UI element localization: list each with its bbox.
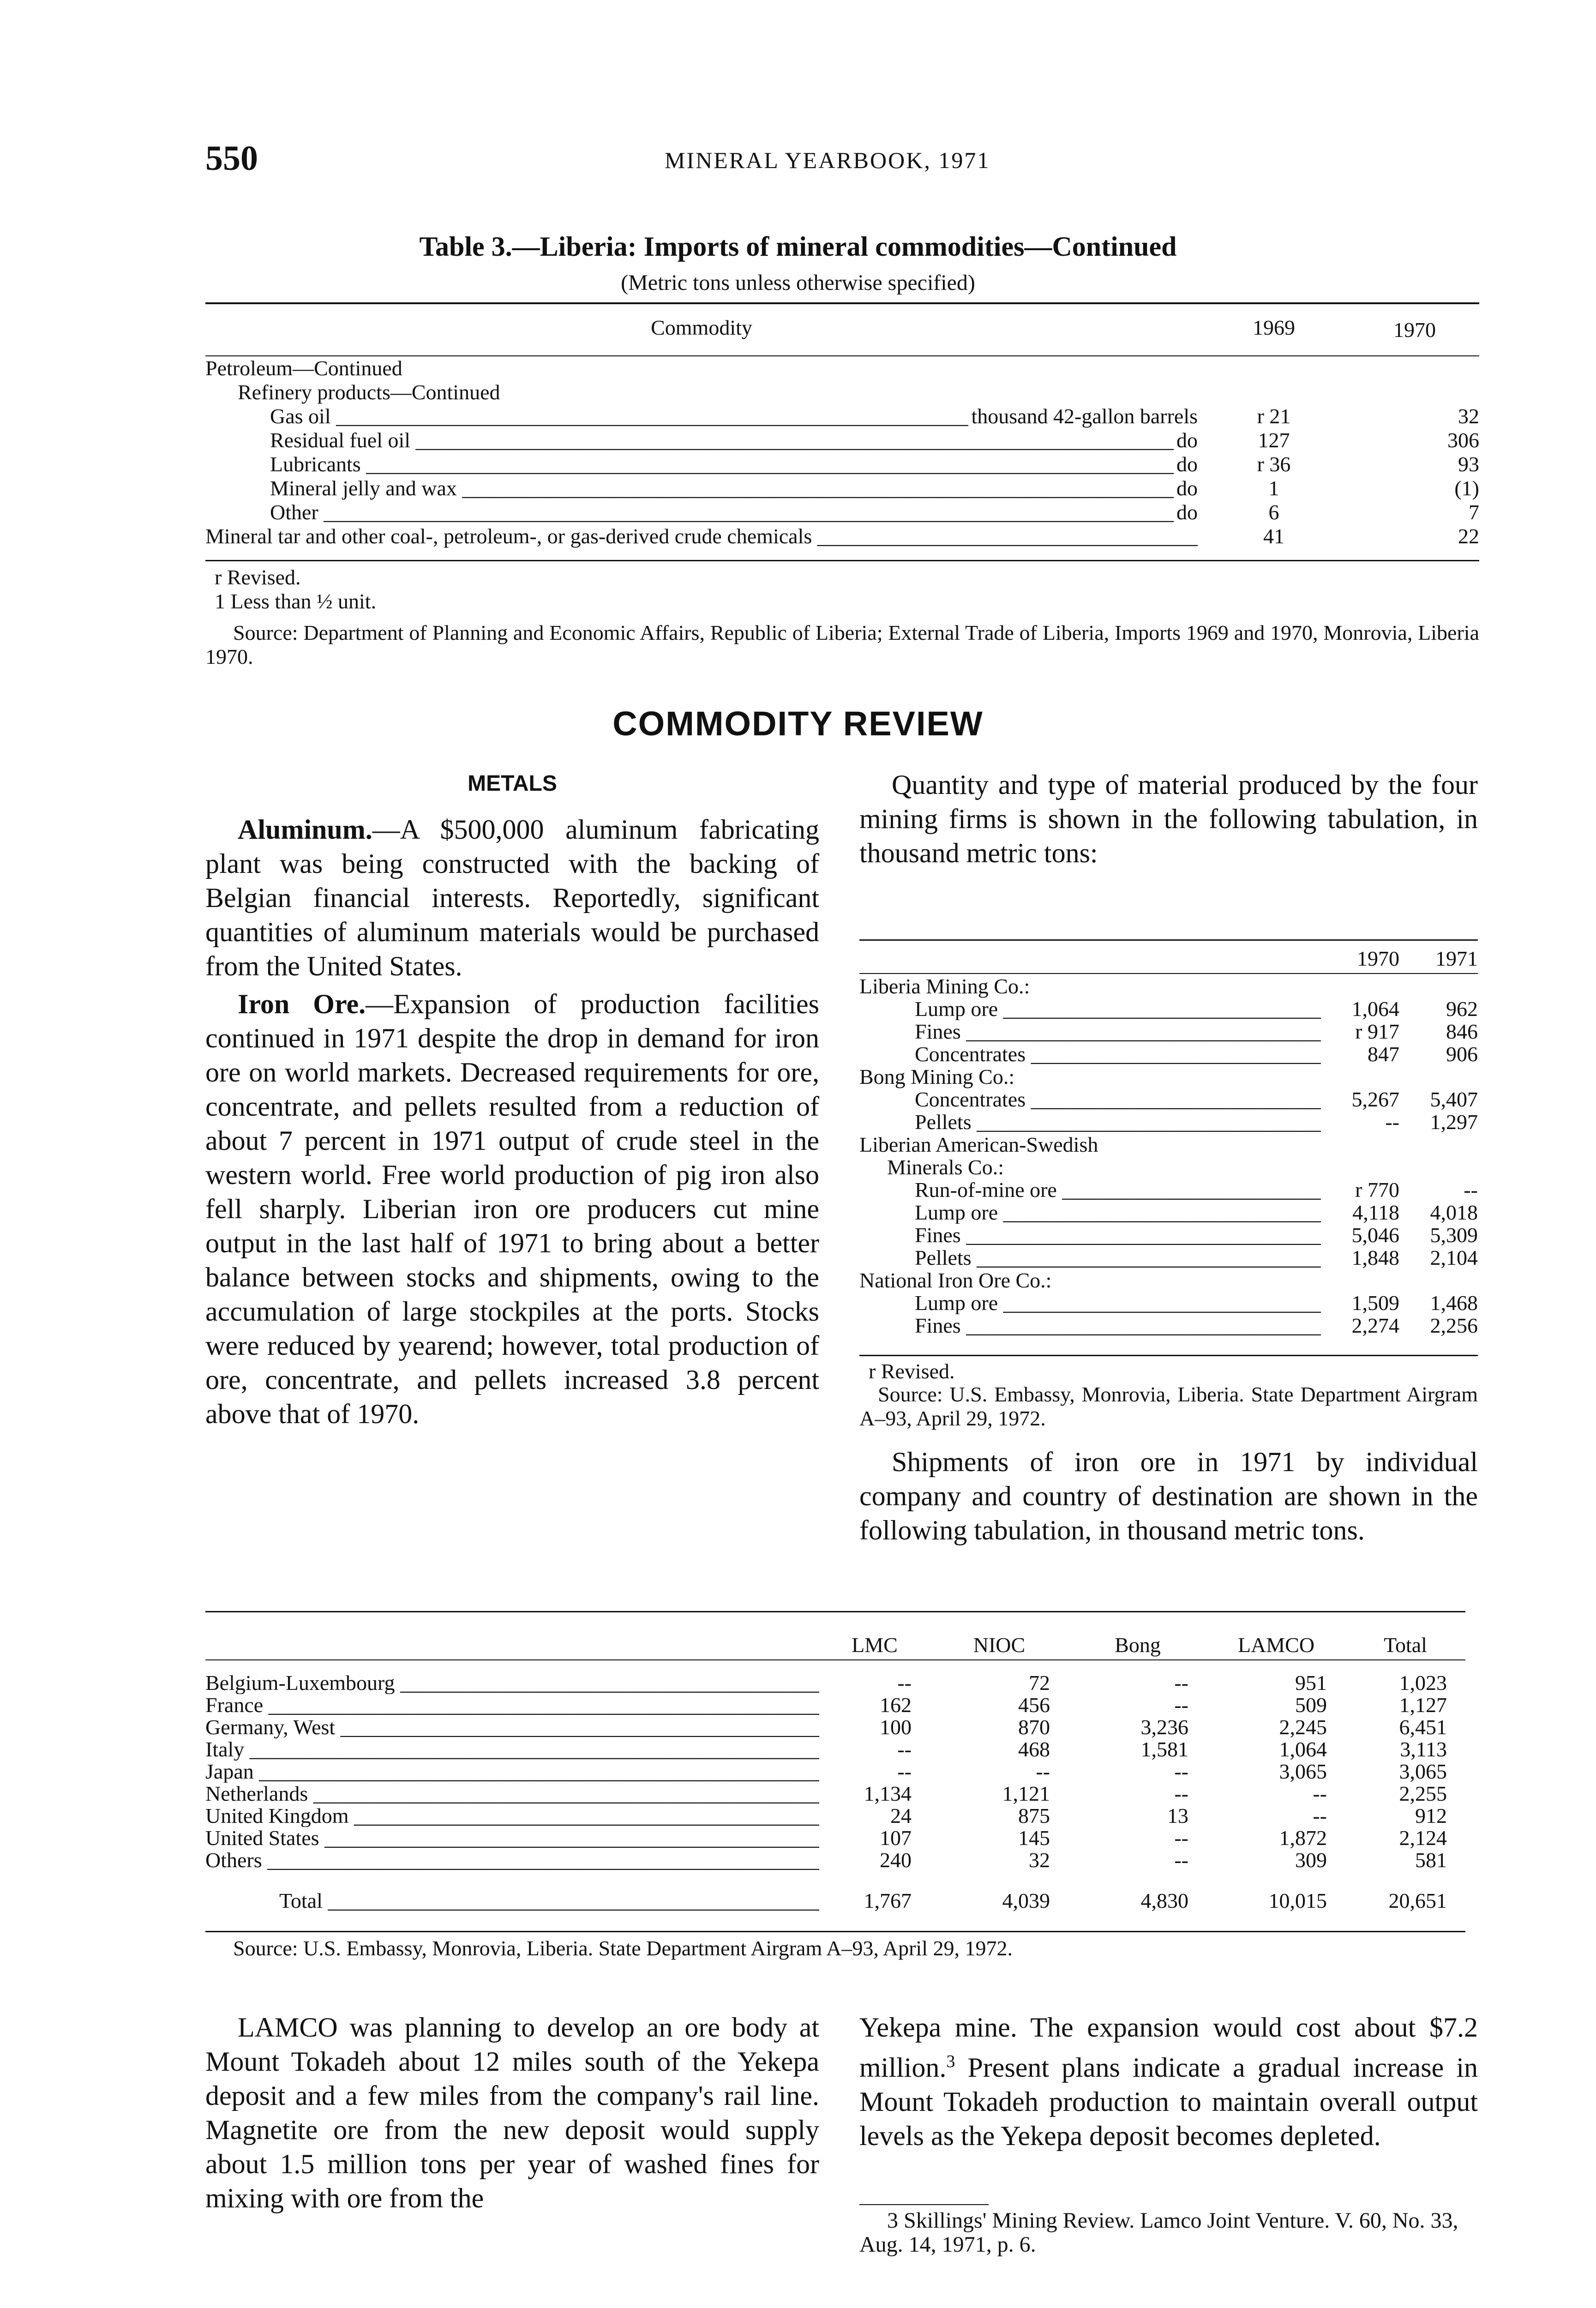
production-row-label-label: Concentrates [915, 1088, 1026, 1111]
shipments-value: 2,245 [1279, 1715, 1327, 1739]
section-title: COMMODITY REVIEW [612, 704, 984, 743]
production-row-label [859, 1020, 1321, 1043]
shipments-value: 870 [1018, 1715, 1050, 1739]
production-table [859, 942, 1478, 1337]
shipments-value: 1,872 [1279, 1826, 1327, 1850]
production-value-1970: 2,274 [1351, 1314, 1399, 1337]
production-row-label-label: Fines [915, 1020, 961, 1043]
shipments-value: -- [1174, 1693, 1188, 1717]
shipments-intro [859, 1445, 1478, 1547]
shipments-country-label: Germany, West [205, 1716, 336, 1738]
table3-row [205, 428, 1479, 452]
table3-row-name-unit: thousand 42-gallon barrels [968, 404, 1198, 428]
table3-group-refinery: Refinery products—Continued [238, 380, 500, 404]
shipments-country [205, 1716, 819, 1738]
production-value-1971: 5,309 [1430, 1223, 1478, 1247]
dot-leader [1026, 1088, 1321, 1111]
shipments-value: 2,255 [1399, 1782, 1447, 1805]
rule [859, 1355, 1478, 1356]
shipments-value: -- [1174, 1760, 1188, 1783]
iron-ore-text: —Expansion of production facilities continued in 1971 despite the drop in demand for iron ore on world markets. Decreased requirements for ore, concentrate, and pellets resulted from a reduction of about 7 percent in 1971 output of crude steel in the western world. Free world production of pig iron also fell sharply. Liberian iron ore producers cut mine output in the last half of 1971 to bring about a better balance between stocks and shipments, owing to the accumulation of large stockpiles at the ports. Stocks were reduced by yearend; however, total production of ore, concentrate, and pellets increased 3.8 percent above that of 1970. [205, 989, 819, 1429]
shipments-value: 3,065 [1399, 1760, 1447, 1783]
shipments-value: 456 [1018, 1693, 1050, 1717]
production-row [859, 1020, 1478, 1043]
shipments-source: Source: U.S. Embassy, Monrovia, Liberia. State Department Airgram A–93, April 29, 1972. [233, 1936, 1013, 1960]
shipments-value: 32 [1029, 1848, 1050, 1872]
shipments-value: 72 [1029, 1671, 1050, 1695]
dot-leader [1026, 1043, 1321, 1065]
shipments-country-label: United Kingdom [205, 1805, 349, 1827]
production-source: Source: U.S. Embassy, Monrovia, Liberia. State Department Airgram A–93, April 29, 1972. [859, 1382, 1478, 1430]
production-value-1971 [1399, 1156, 1478, 1178]
production-value-1971: 5,407 [1430, 1088, 1478, 1111]
shipments-country [205, 1783, 819, 1805]
dot-leader [348, 1805, 819, 1827]
dot-leader [998, 1201, 1321, 1224]
shipments-country-label: Others [205, 1849, 262, 1871]
aluminum-paragraph [205, 812, 819, 983]
shipments-col-bong: Bong [1115, 1633, 1161, 1657]
lamco-right-text [859, 2010, 1478, 2153]
table3-value-1970: 7 [1469, 500, 1479, 524]
spacer [205, 1665, 1465, 1672]
iron-ore-paragraph [205, 987, 819, 1431]
table3-value-1969: 127 [1258, 428, 1290, 452]
shipments-row [205, 1849, 1465, 1871]
table3-value-1969: r 36 [1257, 452, 1291, 476]
shipments-value: 581 [1415, 1848, 1447, 1872]
production-row-label [859, 1111, 1321, 1133]
dot-leader [961, 1314, 1321, 1337]
shipments-value: 468 [1018, 1737, 1050, 1761]
table3 [205, 305, 1479, 548]
production-note-revised: r Revised. [869, 1359, 955, 1383]
shipments-value: 309 [1295, 1848, 1327, 1872]
shipments-value: 1,134 [864, 1782, 912, 1805]
production-row-label [859, 998, 1321, 1020]
shipments-country [205, 1738, 819, 1761]
production-row-label [859, 1224, 1321, 1246]
shipments-intro-text: Shipments of iron ore in 1971 by individual company and country of destination are shown in the following tabulation, in thousand metric tons. [859, 1447, 1478, 1545]
production-row [859, 1292, 1478, 1314]
shipments-country-label: Japan [205, 1761, 254, 1783]
shipments-country [205, 1761, 819, 1783]
production-row [859, 998, 1478, 1020]
shipments-value: -- [1174, 1782, 1188, 1805]
table3-row-name [205, 428, 1198, 452]
table3-row-name-unit: do [1174, 428, 1198, 452]
table3-col-1970: 1970 [1393, 318, 1436, 342]
footnote: 3 Skillings' Mining Review. Lamco Joint Venture. V. 60, No. 33, Aug. 14, 1971, p. 6. [859, 2208, 1458, 2257]
shipments-value: -- [1313, 1782, 1327, 1805]
production-row-label-label: Fines [915, 1314, 961, 1337]
table3-row-name [205, 404, 1198, 428]
dot-leader [308, 1783, 819, 1805]
shipments-value: -- [1174, 1826, 1188, 1850]
production-row [859, 975, 1478, 998]
dot-leader [318, 500, 1198, 524]
shipments-row [205, 1716, 1465, 1738]
production-value-1971: 846 [1446, 1020, 1478, 1043]
production-value-1970: r 770 [1355, 1178, 1399, 1202]
rule [859, 939, 1478, 941]
shipments-value: 2,124 [1399, 1826, 1447, 1850]
production-value-1970: 1,509 [1351, 1291, 1399, 1315]
dot-leader [395, 1672, 819, 1694]
shipments-value: 1,127 [1399, 1693, 1447, 1717]
production-value-1971 [1399, 1065, 1478, 1088]
production-value-1970: 1,848 [1351, 1246, 1399, 1269]
production-row-label [859, 1201, 1321, 1224]
spacer [205, 1871, 1465, 1890]
table3-title: Table 3.—Liberia: Imports of mineral commodities—Continued [419, 231, 1177, 262]
table3-row-name-label: Lubricants [270, 452, 361, 476]
table3-row-name-label: Other [270, 500, 318, 524]
shipments-value: 24 [890, 1804, 912, 1827]
shipments-value: 107 [880, 1826, 912, 1850]
shipments-value: 1,064 [1279, 1737, 1327, 1761]
shipments-total-value: 4,039 [1002, 1889, 1050, 1912]
right-intro-text: Quantity and type of material produced by the four mining firms is shown in the following tabulation, in thousand metric tons: [859, 769, 1478, 868]
production-row-label [859, 1178, 1321, 1201]
table3-value-1969: 1 [1268, 476, 1279, 500]
shipments-value: -- [1174, 1671, 1188, 1695]
table3-row-name [205, 476, 1198, 500]
production-row-label [859, 1043, 1321, 1065]
shipments-value: -- [897, 1760, 912, 1783]
production-value-1970 [1321, 1156, 1399, 1178]
lamco-left [205, 2010, 819, 2215]
production-value-1971: 1,468 [1430, 1291, 1478, 1315]
dot-leader [812, 524, 1198, 548]
production-value-1970 [1321, 975, 1399, 998]
table3-value-1969: 41 [1263, 524, 1284, 548]
production-row [859, 1111, 1478, 1133]
shipments-row [205, 1783, 1465, 1805]
shipments-value: 1,581 [1140, 1737, 1188, 1761]
table3-row [205, 404, 1479, 428]
lamco-right-b: Present plans indicate a gradual increase in Mount Tokadeh production to maintain overall output levels as the Yekepa deposit becomes depleted. [859, 2052, 1478, 2151]
shipments-row [205, 1827, 1465, 1849]
shipments-table [205, 1625, 1465, 1912]
production-value-1971: 2,256 [1430, 1314, 1478, 1337]
aluminum-head: Aluminum. [238, 814, 372, 845]
left-column [205, 812, 819, 1431]
production-value-1971: 2,104 [1430, 1246, 1478, 1269]
shipments-total-value: 1,767 [864, 1889, 912, 1912]
production-row-label: Liberian American-Swedish [859, 1133, 1098, 1156]
table3-note-revised: r Revised. [215, 565, 301, 589]
shipments-country-label: Italy [205, 1738, 245, 1761]
shipments-total-value: 4,830 [1140, 1889, 1188, 1912]
table3-row [205, 452, 1479, 476]
table3-subtitle: (Metric tons unless otherwise specified) [621, 270, 975, 295]
table3-row-name-label: Residual fuel oil [270, 428, 411, 452]
page-number: 550 [205, 139, 258, 178]
shipments-value: -- [897, 1737, 912, 1761]
shipments-value: 1,023 [1399, 1671, 1447, 1695]
shipments-value: -- [1313, 1804, 1327, 1827]
shipments-row [205, 1672, 1465, 1694]
production-col-1971: 1971 [1435, 946, 1478, 970]
shipments-value: -- [1036, 1760, 1050, 1783]
shipments-country [205, 1694, 819, 1716]
dot-leader [319, 1827, 819, 1849]
table3-value-1969: 6 [1268, 500, 1279, 524]
dot-leader [972, 1246, 1321, 1269]
dot-leader [998, 1292, 1321, 1314]
dot-leader [263, 1694, 819, 1716]
table3-row-name-unit: do [1174, 476, 1198, 500]
dot-leader [961, 1224, 1321, 1246]
production-value-1971 [1399, 975, 1478, 998]
shipments-country [205, 1827, 819, 1849]
production-row-label [859, 1292, 1321, 1314]
table3-row [205, 476, 1479, 500]
shipments-total-label-label: Total [279, 1890, 323, 1912]
shipments-country-label: Belgium-Luxembourg [205, 1672, 395, 1694]
production-row [859, 1201, 1478, 1224]
shipments-value: -- [1174, 1848, 1188, 1872]
shipments-total-value: 20,651 [1388, 1889, 1447, 1912]
production-row-label: Minerals Co.: [887, 1155, 1004, 1179]
dot-leader [254, 1761, 819, 1783]
metals-heading: METALS [468, 771, 557, 796]
shipments-col-lamco: LAMCO [1237, 1633, 1315, 1657]
table3-note-1: 1 Less than ½ unit. [215, 589, 377, 613]
table3-row [205, 500, 1479, 524]
table3-value-1970: 32 [1458, 404, 1479, 428]
shipments-value: 145 [1018, 1826, 1050, 1850]
shipments-value: -- [897, 1671, 912, 1695]
lamco-right [859, 2010, 1478, 2153]
production-value-1970: 4,118 [1352, 1201, 1399, 1224]
shipments-value: 912 [1415, 1804, 1447, 1827]
production-value-1971: -- [1464, 1178, 1478, 1202]
table3-value-1970: 22 [1458, 524, 1479, 548]
lamco-right-a: Yekepa mine. The expansion would cost about $7.2 million. [859, 2012, 1478, 2083]
shipments-col-nioc: NIOC [973, 1633, 1026, 1657]
table3-row-name-label: Mineral jelly and wax [270, 476, 457, 500]
production-row-label-label: Pellets [915, 1111, 972, 1133]
table3-value-1970: 306 [1447, 428, 1479, 452]
table3-value-1970: (1) [1454, 476, 1479, 500]
production-row-label-label: Concentrates [915, 1043, 1026, 1065]
iron-ore-head: Iron Ore. [238, 989, 366, 1019]
table3-col-commodity: Commodity [651, 316, 752, 339]
shipments-value: 875 [1018, 1804, 1050, 1827]
production-value-1971: 962 [1446, 997, 1478, 1021]
shipments-value: 6,451 [1399, 1715, 1447, 1739]
production-value-1970: 1,064 [1351, 997, 1399, 1021]
table3-source: Source: Department of Planning and Economic Affairs, Republic of Liberia; External Trade of Liberia, Imports 1969 and 1970, Monrovia, Liberia 1970. [205, 621, 1479, 668]
production-value-1971: 906 [1446, 1042, 1478, 1066]
table3-row [205, 524, 1479, 548]
table3-row-name [205, 524, 1198, 548]
shipments-value: 1,121 [1002, 1782, 1050, 1805]
production-row-label [859, 1088, 1321, 1111]
shipments-row [205, 1738, 1465, 1761]
production-row [859, 1224, 1478, 1246]
production-value-1971 [1399, 1269, 1478, 1292]
table3-row-name [205, 500, 1198, 524]
shipments-country [205, 1672, 819, 1694]
table3-row-name-label: Mineral tar and other coal-, petroleum-, or gas-derived crude chemicals [205, 524, 812, 548]
production-row-label-label: Lump ore [915, 998, 998, 1020]
table3-row-name-unit: do [1174, 452, 1198, 476]
production-value-1970: 847 [1368, 1042, 1399, 1066]
shipments-value: 162 [880, 1693, 912, 1717]
dot-leader [972, 1111, 1321, 1133]
table3-row-name-unit: do [1174, 500, 1198, 524]
shipments-value: 3,236 [1140, 1715, 1188, 1739]
shipments-col-lmc: LMC [852, 1633, 898, 1657]
production-row-label: Bong Mining Co.: [859, 1065, 1015, 1088]
production-value-1970: r 917 [1355, 1020, 1399, 1043]
shipments-row [205, 1761, 1465, 1783]
production-row-label-label: Pellets [915, 1246, 972, 1269]
production-row [859, 1178, 1478, 1201]
shipments-country-label: France [205, 1694, 264, 1716]
production-row [859, 1314, 1478, 1337]
table3-row-name [205, 452, 1198, 476]
table3-col-1969: 1969 [1253, 316, 1295, 339]
table3-value-1970: 93 [1458, 452, 1479, 476]
dot-leader [244, 1738, 819, 1761]
production-value-1971: 4,018 [1430, 1201, 1478, 1224]
shipments-col-total: Total [1384, 1633, 1427, 1657]
production-row-label [859, 1314, 1321, 1337]
production-value-1970: 5,046 [1351, 1223, 1399, 1247]
shipments-country-label: Netherlands [205, 1783, 308, 1805]
production-row [859, 1246, 1478, 1269]
production-row [859, 1043, 1478, 1065]
running-title: MINERAL YEARBOOK, 1971 [665, 147, 990, 173]
production-row-label-label: Lump ore [915, 1292, 998, 1314]
production-row-label-label: Fines [915, 1224, 961, 1246]
shipments-country [205, 1849, 819, 1871]
shipments-total-row [205, 1890, 1465, 1912]
dot-leader [262, 1849, 819, 1871]
production-value-1970 [1321, 1133, 1399, 1156]
table3-group-petroleum: Petroleum—Continued [205, 356, 402, 380]
dot-leader [961, 1020, 1321, 1043]
production-value-1970: 5,267 [1351, 1088, 1399, 1111]
production-row-label: National Iron Ore Co.: [859, 1268, 1052, 1292]
aluminum-text: —A $500,000 aluminum fabricating plant was being constructed with the backing of Belgian financial interests. Reportedly, significant quantities of aluminum materials would be purchased from the United States. [205, 814, 819, 981]
shipments-value: 13 [1167, 1804, 1188, 1827]
shipments-value: 3,065 [1279, 1760, 1327, 1783]
dot-leader [323, 1890, 819, 1912]
rule [205, 1611, 1465, 1612]
rule [205, 560, 1479, 561]
shipments-country-label: United States [205, 1827, 319, 1849]
shipments-value: 509 [1295, 1693, 1327, 1717]
footnote-ref: 3 [946, 2052, 955, 2071]
production-col-1970: 1970 [1357, 946, 1399, 970]
production-value-1971: 1,297 [1430, 1110, 1478, 1134]
production-value-1970: -- [1385, 1110, 1399, 1134]
table3-row-name-label: Gas oil [270, 404, 331, 428]
shipments-row [205, 1694, 1465, 1716]
production-row-label [859, 1246, 1321, 1269]
production-row [859, 1133, 1478, 1156]
production-value-1971 [1399, 1133, 1478, 1156]
shipments-country [205, 1805, 819, 1827]
dot-leader [410, 428, 1198, 452]
production-row [859, 1156, 1478, 1178]
shipments-value: 100 [880, 1715, 912, 1739]
dot-leader [1057, 1178, 1321, 1201]
production-row-label-label: Lump ore [915, 1201, 998, 1224]
footnote-rule [859, 2204, 989, 2205]
production-value-1970 [1321, 1065, 1399, 1088]
shipments-row [205, 1805, 1465, 1827]
lamco-left-text: LAMCO was planning to develop an ore body at Mount Tokadeh about 12 miles south of the Yekepa deposit and a few miles from the company's rail line. Magnetite ore from the new deposit would supply about 1.5 million tons per year of washed fines for mixing with ore from the [205, 2012, 819, 2213]
shipments-total-label [205, 1890, 819, 1912]
table3-value-1969: r 21 [1257, 404, 1291, 428]
dot-leader [998, 998, 1321, 1020]
shipments-value: 3,113 [1400, 1737, 1447, 1761]
shipments-value: 951 [1295, 1671, 1327, 1695]
shipments-value: 240 [880, 1848, 912, 1872]
rule [205, 302, 1479, 304]
rule [205, 1931, 1465, 1932]
dot-leader [361, 452, 1198, 476]
production-row-label-label: Run-of-mine ore [915, 1178, 1057, 1201]
dot-leader [335, 1716, 819, 1738]
shipments-total-value: 10,015 [1268, 1889, 1327, 1912]
production-row [859, 1065, 1478, 1088]
production-value-1970 [1321, 1269, 1399, 1292]
dot-leader [457, 476, 1198, 500]
production-row [859, 1088, 1478, 1111]
right-intro [859, 768, 1478, 870]
production-row-label: Liberia Mining Co.: [859, 974, 1030, 998]
production-row [859, 1269, 1478, 1292]
